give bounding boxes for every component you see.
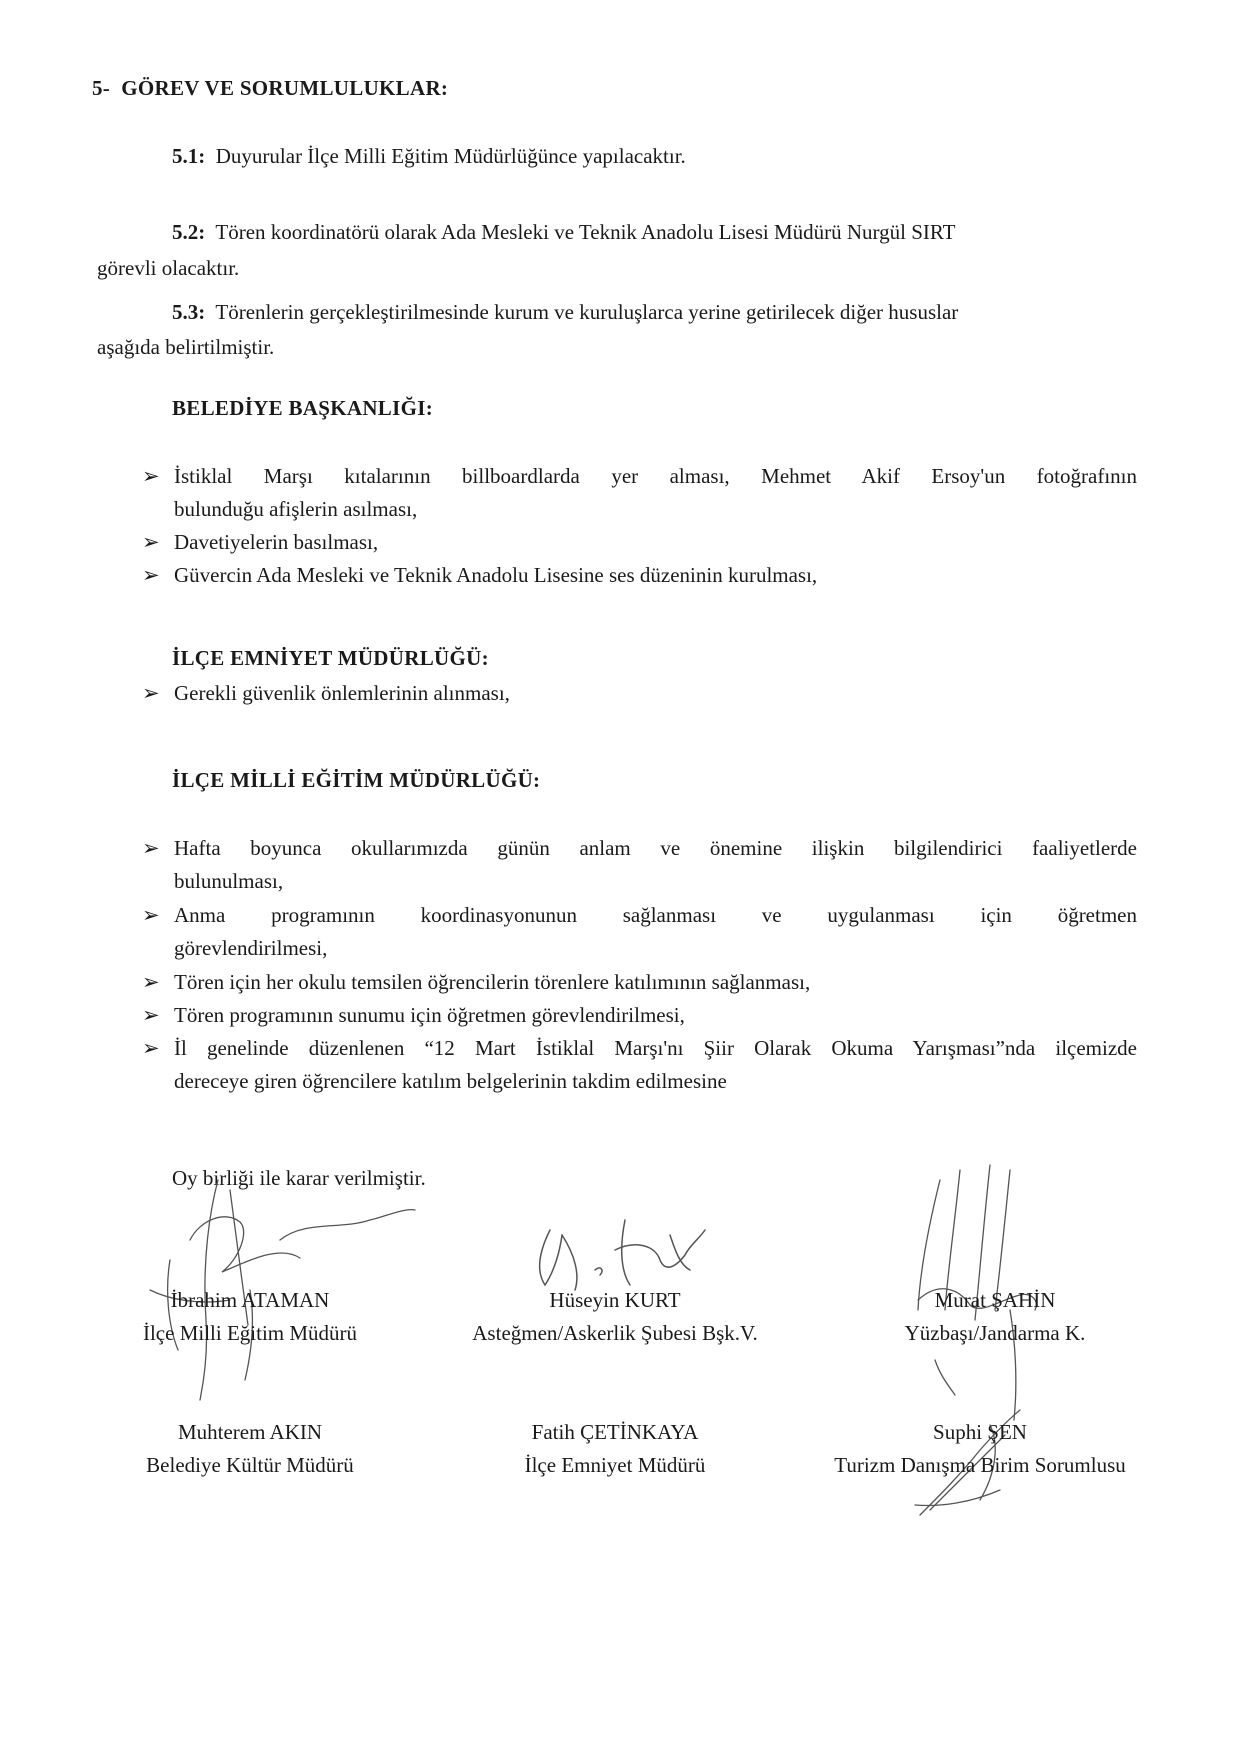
group-title-milli-egitim: İLÇE MİLLİ EĞİTİM MÜDÜRLÜĞÜ: [172, 768, 541, 792]
arrow-bullet-icon: ➢ [142, 681, 160, 705]
signatory-name: Murat ŞAHİN [934, 1288, 1056, 1312]
clause-text: Törenlerin gerçekleştirilmesinde kurum ve kuruluşlarca yerine getirilecek diğer hususlar [215, 300, 959, 324]
signatory-title: Turizm Danışma Birim Sorumlusu [834, 1453, 1126, 1477]
signatory-name: Hüseyin KURT [549, 1288, 681, 1312]
signatory-title: İlçe Emniyet Müdürü [524, 1453, 706, 1477]
signatory-block [80, 1284, 420, 1350]
signatory-name: Fatih ÇETİNKAYA [531, 1420, 699, 1444]
arrow-bullet-icon: ➢ [142, 530, 160, 554]
list-item-line2: görevlendirilmesi, [174, 936, 328, 960]
clause-5-2 [172, 214, 1137, 250]
closing-statement: Oy birliği ile karar verilmiştir. [172, 1166, 426, 1190]
signatory-name: Suphi ŞEN [933, 1420, 1027, 1444]
signatory-title: Yüzbaşı/Jandarma K. [904, 1321, 1086, 1345]
list-item-line1: İl genelinde düzenlenen “12 Mart İstiklal Marşı'nı Şiir Olarak Okuma Yarışması”nda ilçemizde [174, 1036, 1137, 1060]
section-title: GÖREV VE SORUMLULUKLAR: [121, 76, 449, 100]
signatory-block [445, 1416, 785, 1482]
signatory-title: İlçe Milli Eğitim Müdürü [142, 1321, 358, 1345]
clause-5-3 [172, 294, 1137, 330]
arrow-bullet-icon: ➢ [142, 903, 160, 927]
list-item-line1: Güvercin Ada Mesleki ve Teknik Anadolu Lisesine ses düzeninin kurulması, [174, 563, 818, 587]
signatory-name: İbrahim ATAMAN [170, 1288, 330, 1312]
signatory-title: Asteğmen/Askerlik Şubesi Bşk.V. [472, 1321, 758, 1345]
clause-5-2-continuation: görevli olacaktır. [97, 256, 240, 280]
group-title-emniyet: İLÇE EMNİYET MÜDÜRLÜĞÜ: [172, 646, 489, 670]
list-item-line1: Tören için her okulu temsilen öğrencilerin törenlere katılımının sağlanması, [174, 970, 811, 994]
clause-text: Tören koordinatörü olarak Ada Mesleki ve Teknik Anadolu Lisesi Müdürü Nurgül SIRT [215, 220, 956, 244]
signature-ataman [130, 1150, 430, 1410]
list-item-line1: Hafta boyunca okullarımızda günün anlam ve önemine ilişkin bilgilendirici faaliyetlerde [174, 836, 1137, 860]
list-item-line1: İstiklal Marşı kıtalarının billboardlarda yer alması, Mehmet Akif Ersoy'un fotoğrafının [174, 464, 1137, 488]
clause-number: 5.3: [172, 300, 206, 324]
signatory-name: Muhterem AKIN [177, 1420, 323, 1444]
signatory-title: Belediye Kültür Müdürü [146, 1453, 354, 1477]
signatory-block [445, 1284, 785, 1350]
signatory-block [830, 1284, 1160, 1350]
list-item-line1: Gerekli güvenlik önlemlerinin alınması, [174, 681, 510, 705]
arrow-bullet-icon: ➢ [142, 563, 160, 587]
arrow-bullet-icon: ➢ [142, 464, 160, 488]
list-item-line1: Tören programının sunumu için öğretmen görevlendirilmesi, [174, 1003, 685, 1027]
clause-text: Duyurular İlçe Milli Eğitim Müdürlüğünce yapılacaktır. [215, 144, 686, 168]
list-item-line1: Davetiyelerin basılması, [174, 530, 379, 554]
list-item-line2: bulunduğu afişlerin asılması, [174, 497, 418, 521]
group-title-belediye: BELEDİYE BAŞKANLIĞI: [172, 396, 433, 420]
section-number: 5- [92, 76, 111, 100]
clause-5-1 [172, 138, 1132, 174]
section-heading [92, 76, 448, 101]
arrow-bullet-icon: ➢ [142, 836, 160, 860]
list-item-line2: dereceye giren öğrencilere katılım belgelerinin takdim edilmesine [174, 1069, 727, 1093]
signatory-block [780, 1416, 1180, 1482]
clause-number: 5.2: [172, 220, 206, 244]
arrow-bullet-icon: ➢ [142, 1003, 160, 1027]
arrow-bullet-icon: ➢ [142, 1036, 160, 1060]
clause-number: 5.1: [172, 144, 206, 168]
list-item-line2: bulunulması, [174, 869, 284, 893]
signatory-block [80, 1416, 420, 1482]
clause-5-3-continuation: aşağıda belirtilmiştir. [97, 335, 275, 359]
arrow-bullet-icon: ➢ [142, 970, 160, 994]
list-item-line1: Anma programının koordinasyonunun sağlanması ve uygulanması için öğretmen [174, 903, 1137, 927]
